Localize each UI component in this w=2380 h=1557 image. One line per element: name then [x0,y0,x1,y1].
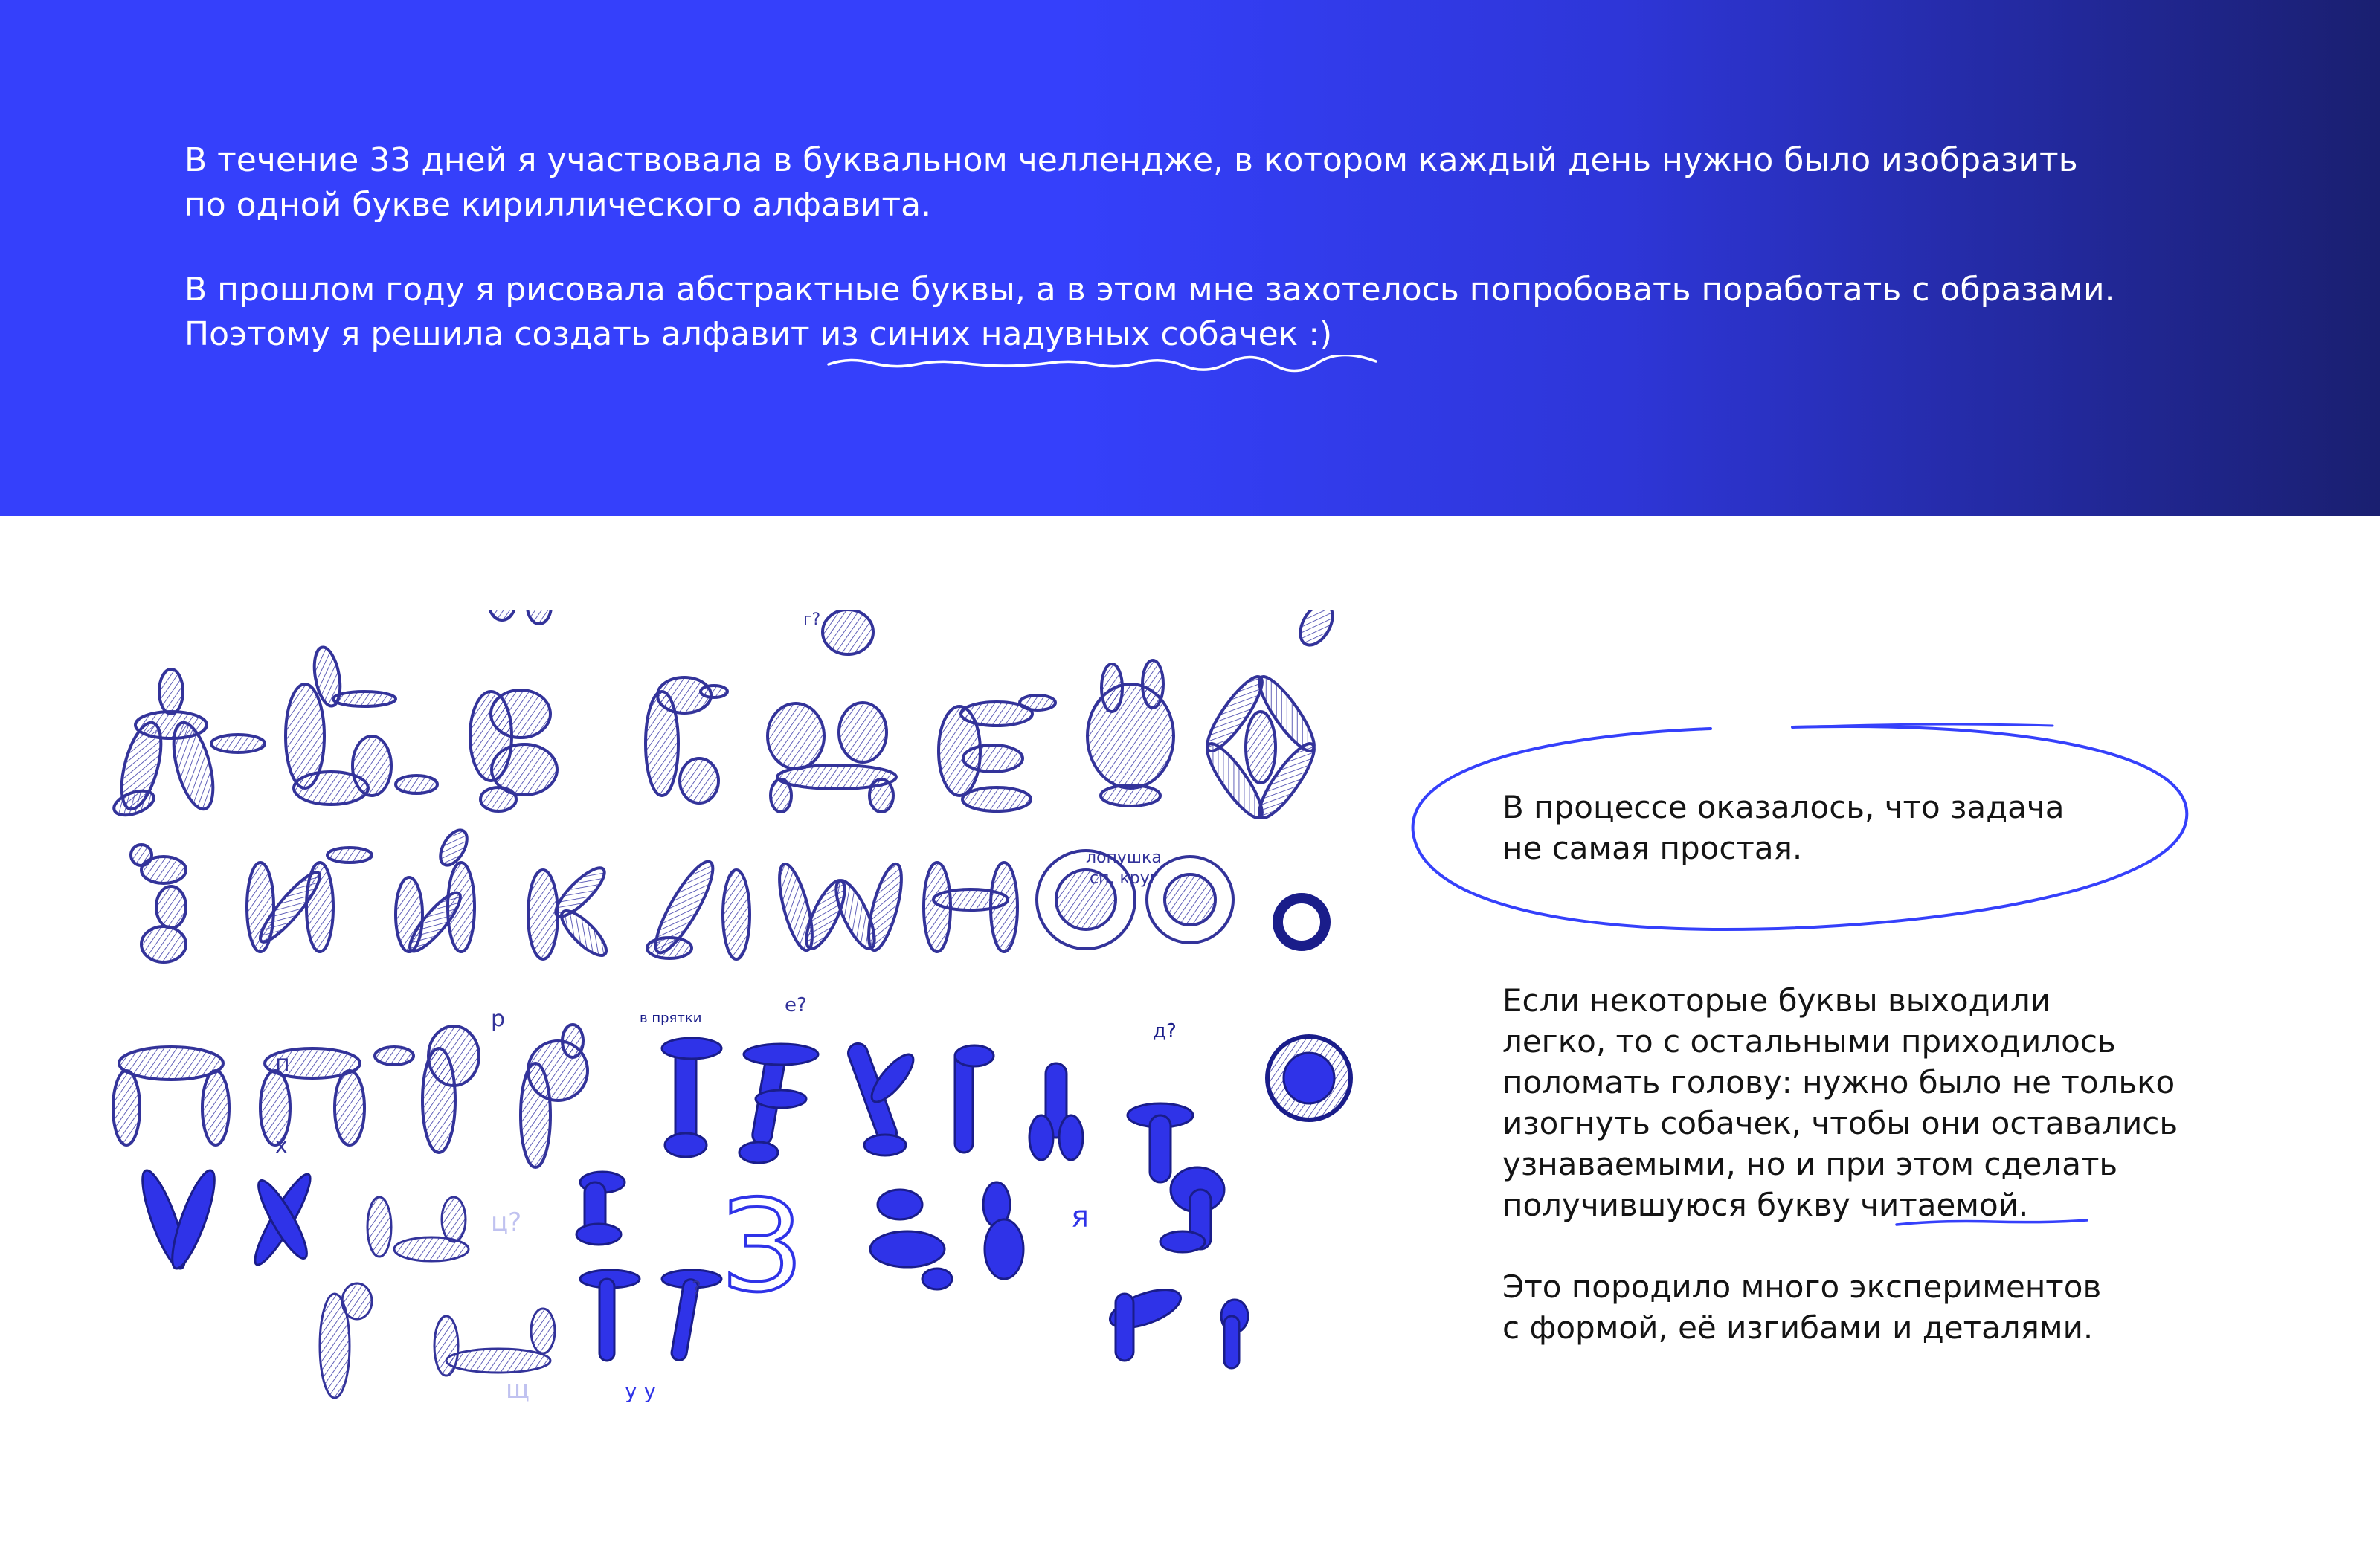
letter-ya2-solid [1105,1282,1186,1361]
letter-ya-solid [1160,1167,1224,1252]
letter-i-short-sketch [396,825,475,957]
letter-shch-solid [870,1190,952,1289]
letter-be-sketch [286,645,437,805]
letter-te-solid [739,1044,818,1163]
letter-el2-sketch [320,1283,372,1398]
intro-paragraph-1: В течение 33 дней я участвовала в буквальном челлендже, в котором каждый день нужно было изобразить по одной букве кириллического алфавита. [184,141,2078,224]
row-1-sketches [111,610,1339,824]
sketch-note-top: г? [803,610,821,629]
letter-shch2-sketch [434,1309,555,1376]
sketch-note-ts: ц? [491,1208,522,1237]
sketch-note-d: д? [1153,1020,1177,1042]
letter-ha-solid [1029,1063,1083,1160]
sketch-note-h: х [275,1133,288,1158]
sketch-note-cheburashka: лопушка [1086,848,1162,867]
letter-ve-sketch [470,610,557,811]
letter-yu-solid [983,1182,1023,1279]
alphabet-sketches [89,610,1368,1413]
letter-ge-sketch [646,677,727,803]
letter-es-solid [662,1038,721,1157]
intro-paragraph-2: В прошлом году я рисовала абстрактные буквы, а в этом мне захотелось попробовать поработать с образами. Поэтому я решила создать алфавит из синих надувных собачек :) [184,271,2115,353]
letter-er-sketch [422,1026,479,1153]
letter-yo-sketch [1087,660,1174,806]
sketch-note-shch: щ [506,1375,530,1405]
letter-er2-sketch [521,1025,588,1167]
letter-em-sketch [773,861,908,953]
intro-banner [0,0,2380,516]
letter-sha-sketch [367,1197,469,1261]
letter-ya3-solid [1221,1300,1248,1368]
letter-che-solid [135,1167,222,1273]
hand-underline-icon [1895,1216,2088,1231]
note-process: Если некоторые буквы выходили легко, то с остальными приходилось поломать голову: нужно было не только изогнуть собачек, чтобы они оставались узнаваемыми, но и при этом сделать получившуюся букву читаемой. [1502,982,2178,1223]
sketch-note-hiding: в прятки [640,1010,702,1026]
letter-e-sketch [939,695,1055,811]
sketch-note-e: е? [785,994,807,1016]
letter-a-sketch [111,669,265,820]
row-2-sketches [131,825,1233,962]
sketch-note-three: З [721,1173,803,1321]
letter-ts-solid [576,1172,625,1245]
sketch-note-r: р [491,1006,506,1032]
sketch-note-p: п [275,1051,290,1077]
letter-zhe-sketch [1199,610,1339,824]
letter-en-sketch [924,863,1017,952]
letter-el-sketch [646,855,750,959]
letter-i-sketch [247,848,372,952]
letter-ka-sketch [528,862,612,961]
letter-ze-sketch [131,845,186,962]
sketch-note-u: у у [625,1379,657,1403]
sketch-note-cheburashka-2: сп. круг [1090,869,1159,888]
note-experiments: Это породило много экспериментов с формой, её изгибами и деталями. [1502,1269,2102,1346]
row-3-sketches [113,1025,588,1167]
letter-u-solid [846,1041,920,1155]
letter-pe-sketch [113,1047,229,1145]
letter-de-sketch [768,610,896,812]
note-difficulty: В процессе оказалось, что задача не самая простая. [1502,789,2065,866]
letter-ef-solid [955,1045,994,1153]
sketch-note-t: ? [692,1277,701,1298]
letter-kha-solid [248,1169,318,1269]
sketch-note-ya: я [1071,1200,1090,1234]
solid-letters [135,898,1351,1398]
wavy-underline-icon [827,355,1377,373]
letter-ring-solid [1267,898,1351,1120]
